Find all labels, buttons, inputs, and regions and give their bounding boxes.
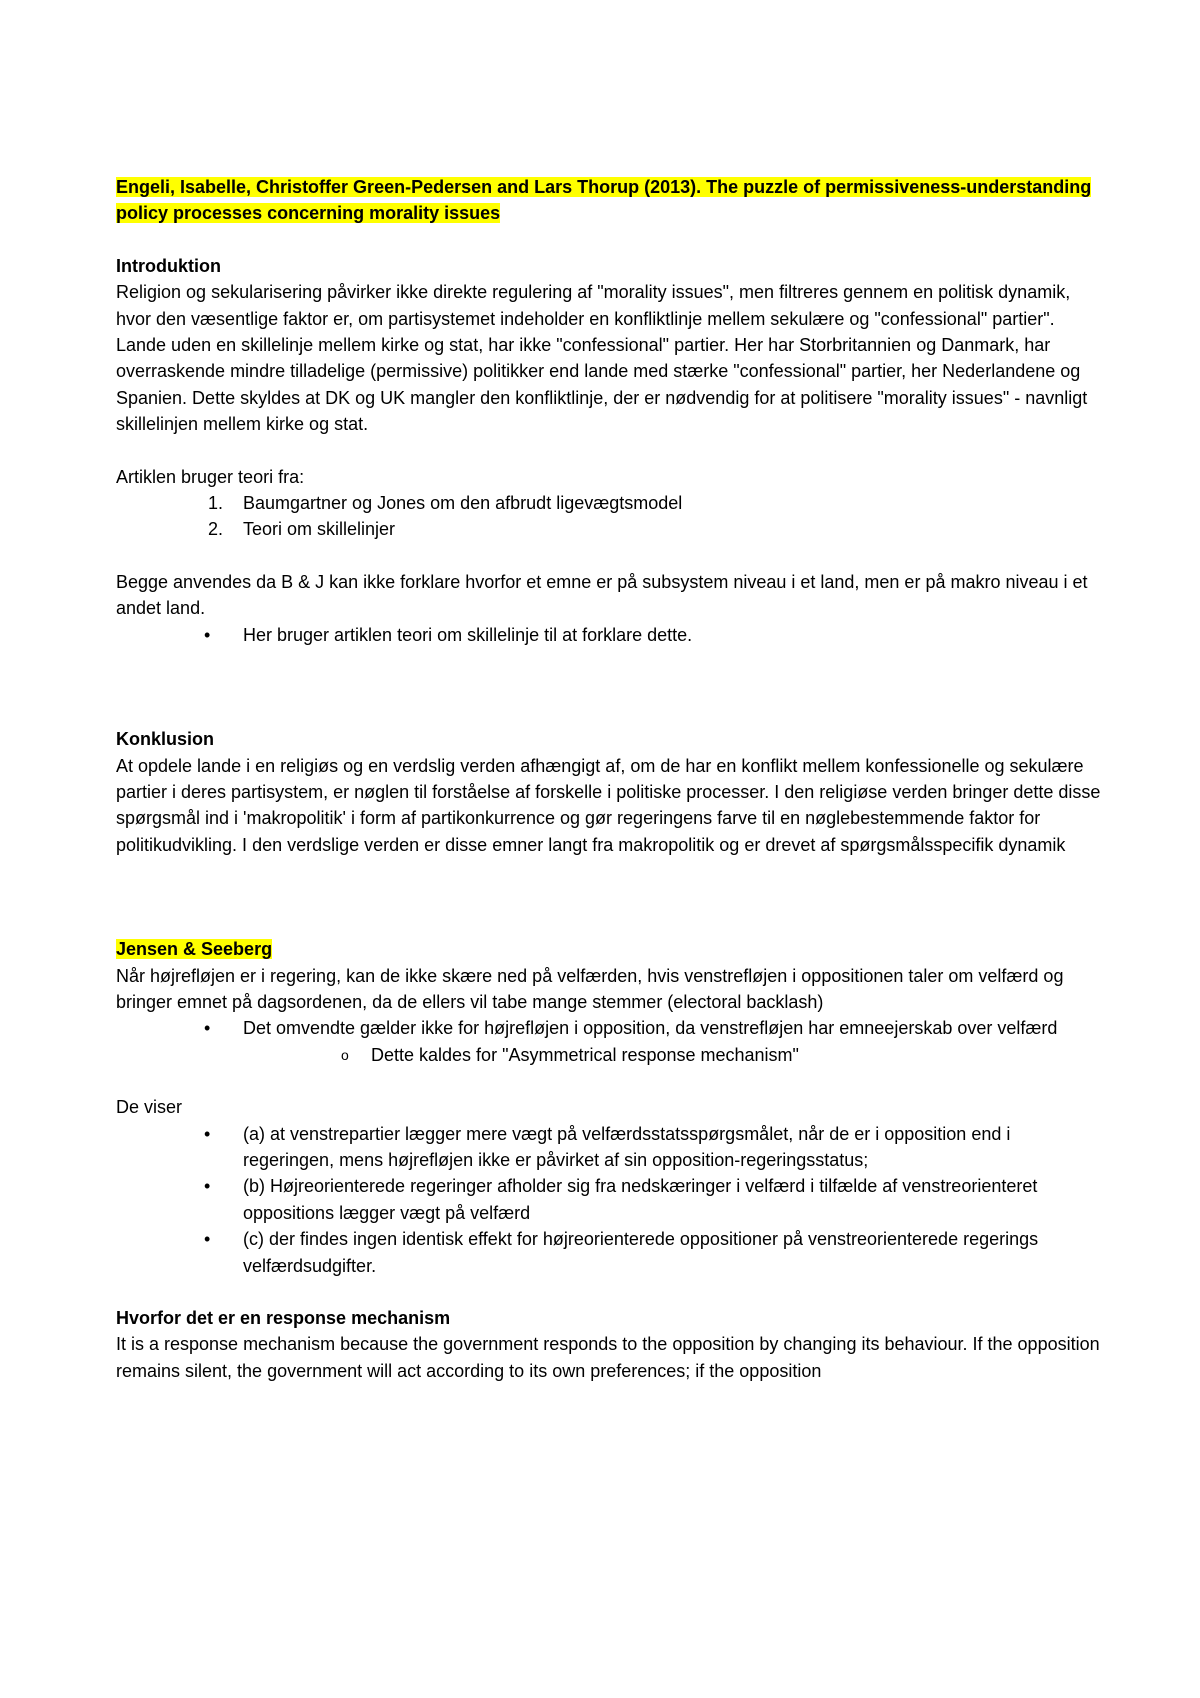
bullet-text: Her bruger artiklen teori om skillelinje til at forklare dette.: [243, 624, 693, 645]
bullet-text: (b) Højreorienterede regeringer afholder sig fra nedskæringer i velfærd i tilfælde af venstreorienteret oppositions lægger vægt på velfærd: [243, 1176, 1038, 1223]
document-page: [116, 174, 1101, 1384]
bullet-item: [116, 1015, 1101, 1041]
bullet-marker: •: [204, 1018, 211, 1039]
shows-intro: De viser: [116, 1097, 183, 1118]
document-title: [116, 174, 1101, 227]
sub-bullet-text: Dette kaldes for "Asymmetrical response mechanism": [371, 1044, 799, 1065]
title-highlight: Engeli, Isabelle, Christoffer Green-Pedersen and Lars Thorup (2013). The puzzle of permissiveness-understanding policy processes concerning morality issues: [116, 177, 1092, 224]
conclusion-heading: Konklusion: [116, 729, 214, 750]
heading-highlight: Jensen & Seeberg: [116, 939, 273, 960]
list-number: 2.: [208, 519, 224, 540]
numbered-item-2: [116, 516, 1101, 542]
theory-intro: Artiklen bruger teori fra:: [116, 466, 305, 487]
bullet-item: [116, 622, 1101, 648]
list-item-text: Baumgartner og Jones om den afbrudt ligevægtsmodel: [243, 493, 683, 514]
list-number: 1.: [208, 493, 224, 514]
why-heading: Hvorfor det er en response mechanism: [116, 1308, 451, 1328]
list-item-text: Teori om skillelinjer: [243, 519, 396, 540]
both-paragraph: Begge anvendes da B & J kan ikke forklare hvorfor et emne er på subsystem niveau i et land, men er på makro niveau i et andet land.: [116, 571, 1088, 619]
intro-paragraph: Religion og sekularisering påvirker ikke direkte regulering af "morality issues", men filtreres gennem en politisk dynamik, hvor den væsentlige faktor er, om partisystemet indeholder en konfliktlinje mellem sekulære og "confessional" partier". Lande uden en skillelinje mellem kirke og stat, har ikke "confessional" partier. Her har Storbritannien og Danmark, har overraskende mindre tilladelige (permissive) politikker end lande med stærke "confessional" partier, her Nederlandene og Spanien. Dette skyldes at DK og UK mangler den konfliktlinje, der er nødvendig for at politisere "morality issues" - navnligt skillelinjen mellem kirke og stat.: [116, 282, 1088, 435]
bullet-item: [116, 1226, 1101, 1279]
bullet-text: (c) der findes ingen identisk effekt for højreorienterede oppositioner på venstreorienterede regerings velfærdsudgifter.: [243, 1229, 1039, 1276]
bullet-marker: •: [204, 1176, 211, 1197]
why-paragraph: It is a response mechanism because the government responds to the opposition by changing its behaviour. If the opposition remains silent, the government will act according to its own preferences; if the opposition: [116, 1334, 1100, 1381]
bullet-marker: •: [204, 624, 211, 645]
conclusion-paragraph: At opdele lande i en religiøs og en verdslig verden afhængigt af, om de har en konflikt mellem konfessionelle og sekulære partier i deres partisystem, er nøglen til forståelse af forskelle i politiske processer. I den religiøse verden bringer dette disse spørgsmål ind i 'makropolitik' i form af partikonkurrence og gør regeringens farve til en nøglebestemmende faktor for politikudvikling. I den verdslige verden er disse emner langt fra makropolitik og er drevet af spørgsmålsspecifik dynamik: [116, 755, 1101, 855]
bullet-text: Det omvendte gælder ikke for højrefløjen i opposition, da venstrefløjen har emneejerskab over velfærd: [243, 1018, 1058, 1039]
bullet-text: (a) at venstrepartier lægger mere vægt på velfærdsstatsspørgsmålet, når de er i opposition end i regeringen, mens højrefløjen ikke er påvirket af sin opposition-regeringsstatus;: [243, 1123, 1011, 1170]
sub-bullet-marker: o: [341, 1046, 349, 1063]
bullet-item: [116, 1173, 1101, 1226]
sub-bullet-item: [116, 1042, 1101, 1068]
bullet-item: [116, 1121, 1101, 1174]
jensen-seeberg-paragraph: Når højrefløjen er i regering, kan de ikke skære ned på velfærden, hvis venstrefløjen i oppositionen taler om velfærd og bringer emnet på dagsordenen, da de ellers vil tabe mange stemmer (electoral backlash): [116, 965, 1064, 1012]
jensen-seeberg-heading: [116, 936, 1101, 962]
bullet-marker: •: [204, 1123, 211, 1144]
numbered-item-1: [116, 490, 1101, 516]
bullet-marker: •: [204, 1229, 211, 1250]
intro-heading: Introduktion: [116, 255, 221, 276]
